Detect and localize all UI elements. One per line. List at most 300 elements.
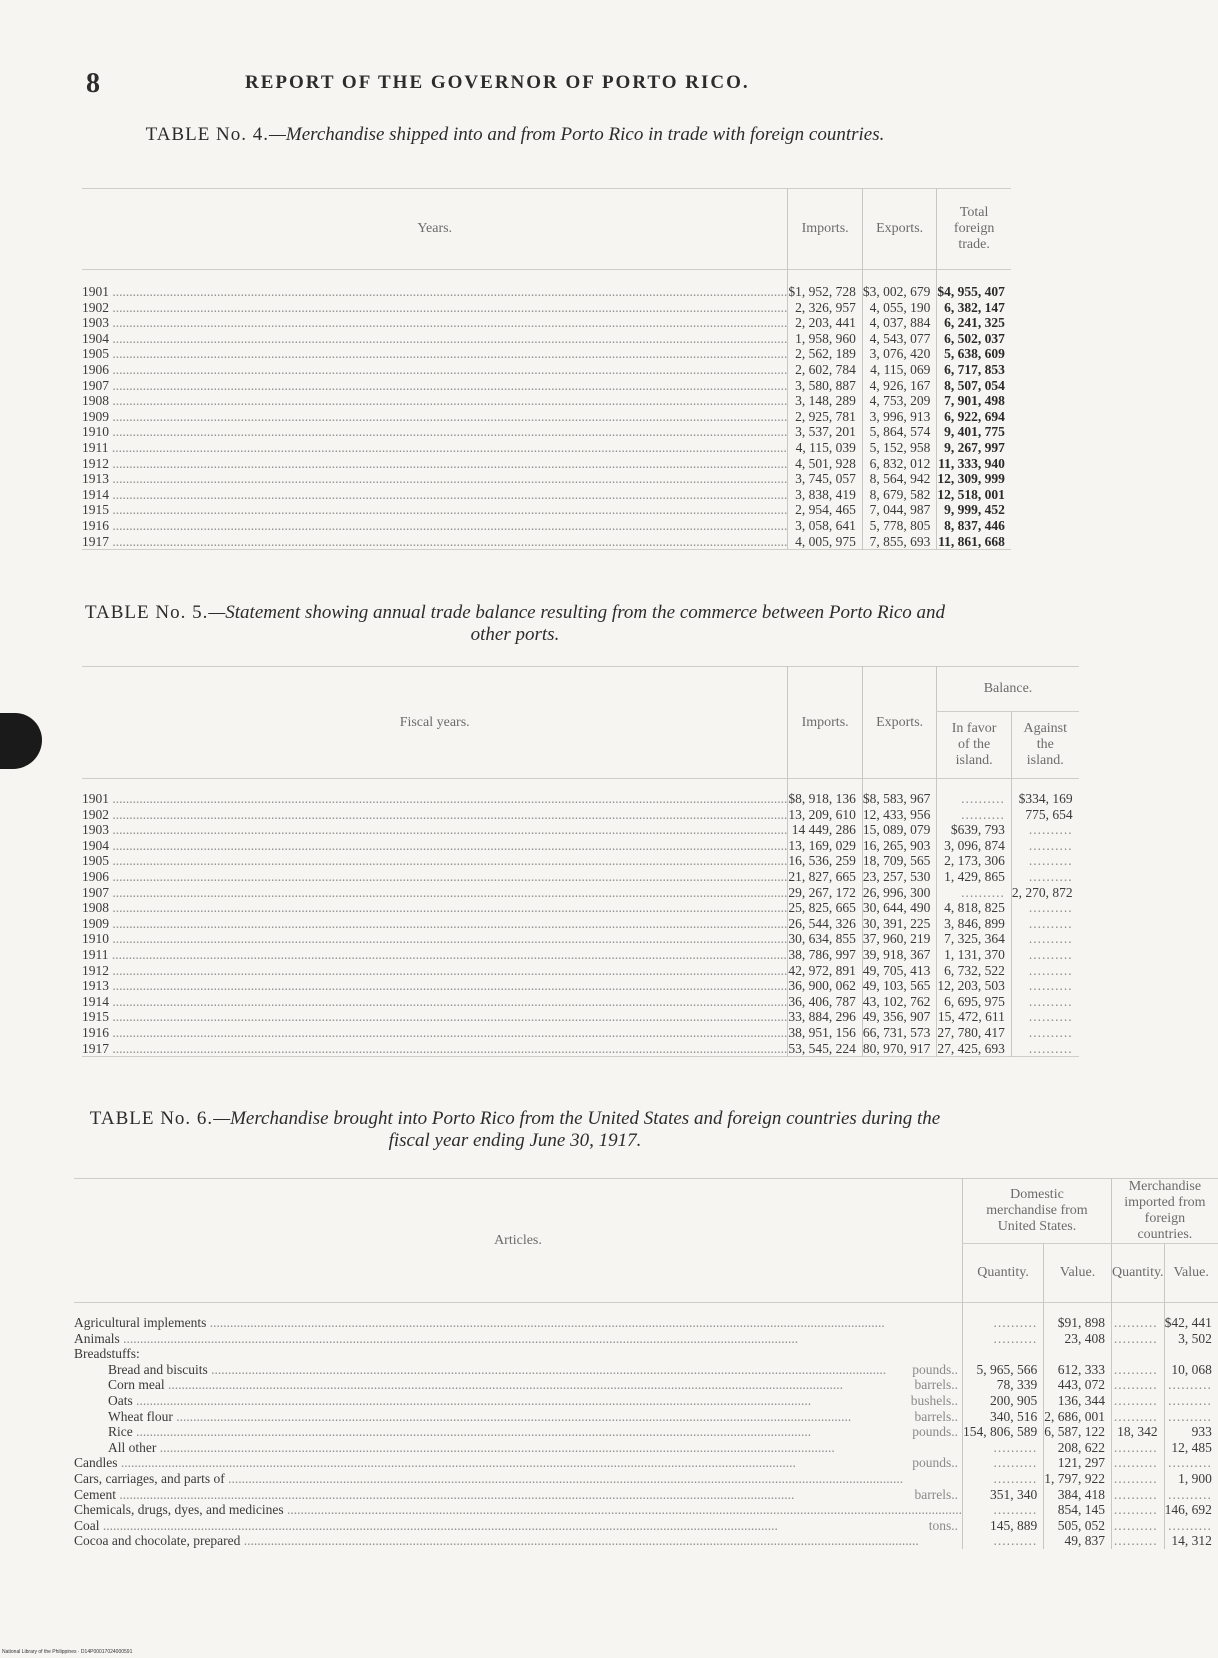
exports-cell: 3, 076, 420: [862, 346, 937, 362]
dq-cell: ..........: [962, 1471, 1043, 1487]
total-cell: 8, 507, 054: [937, 378, 1011, 394]
balance-favor-cell: 7, 325, 364: [937, 931, 1012, 947]
article-name: Rice .....: [108, 1424, 912, 1440]
year-cell: 1901 .....: [82, 791, 788, 807]
fq-cell: ..........: [1111, 1362, 1164, 1378]
article-unit: tons..: [928, 1517, 958, 1533]
year-cell: 1910 .....: [82, 424, 788, 440]
year-cell: 1905 .....: [82, 853, 788, 869]
table-row: [74, 1409, 1218, 1425]
article-cell: [74, 1440, 962, 1456]
table4-caption: [80, 124, 950, 146]
fv-cell: 10, 068: [1164, 1362, 1218, 1378]
article-unit: barrels..: [914, 1408, 958, 1424]
balance-against-cell: ..........: [1011, 963, 1078, 979]
year-cell: 1911 .....: [82, 440, 788, 456]
balance-against-cell: ..........: [1011, 1041, 1078, 1057]
table-row: [74, 1315, 1218, 1331]
table-row: [82, 1041, 1079, 1057]
total-cell: 6, 922, 694: [937, 409, 1011, 425]
imports-cell: 16, 536, 259: [788, 853, 863, 869]
table5-label: TABLE No. 5.: [84, 602, 209, 623]
table5-header-imports: Imports.: [788, 667, 863, 779]
imports-cell: 1, 958, 960: [788, 331, 863, 347]
article-name: Corn meal .....: [108, 1377, 914, 1393]
table-row: [74, 1471, 1218, 1487]
year-cell: 1902 .....: [82, 807, 788, 823]
table-row: [74, 1455, 1218, 1471]
table5-header-years: Fiscal years.: [399, 714, 470, 730]
total-cell: 8, 837, 446: [937, 518, 1011, 534]
table-row: [74, 1393, 1218, 1409]
imports-cell: 3, 745, 057: [788, 471, 863, 487]
year-cell: 1911 .....: [82, 947, 788, 963]
balance-against-cell: ..........: [1011, 822, 1078, 838]
year-cell: 1917 .....: [82, 1041, 788, 1057]
exports-cell: 39, 918, 367: [862, 947, 937, 963]
dq-cell: 340, 516: [962, 1409, 1043, 1425]
table-row: [82, 471, 1011, 487]
table-row: [82, 791, 1079, 807]
article-cell: [74, 1487, 962, 1503]
exports-cell: 18, 709, 565: [862, 853, 937, 869]
article-cell: [74, 1533, 962, 1549]
fv-cell: ..........: [1164, 1377, 1218, 1393]
total-cell: 6, 717, 853: [937, 362, 1011, 378]
fq-cell: ..........: [1111, 1471, 1164, 1487]
exports-cell: 12, 433, 956: [862, 807, 937, 823]
dv-cell: 136, 344: [1044, 1393, 1112, 1409]
dv-cell: 1, 797, 922: [1044, 1471, 1112, 1487]
balance-favor-cell: 15, 472, 611: [937, 1009, 1012, 1025]
fv-cell: 933: [1164, 1424, 1218, 1440]
table-row: [82, 869, 1079, 885]
balance-favor-cell: ..........: [937, 885, 1012, 901]
fq-cell: ..........: [1111, 1518, 1164, 1534]
exports-cell: 5, 152, 958: [862, 440, 937, 456]
fq-cell: ..........: [1111, 1331, 1164, 1347]
scan-edge-mark: [0, 713, 42, 769]
year-cell: 1916 .....: [82, 518, 788, 534]
balance-favor-cell: 12, 203, 503: [937, 978, 1012, 994]
year-cell: 1907 .....: [82, 885, 788, 901]
table-row: [82, 885, 1079, 901]
table5-header-against: Against the island.: [1011, 712, 1078, 779]
table6-title: —Merchandise brought into Porto Rico from the United States and foreign countries during the fiscal year ending June 30, 1917.: [213, 1108, 941, 1151]
total-cell: 12, 309, 999: [937, 471, 1011, 487]
fv-cell: ..........: [1164, 1487, 1218, 1503]
dv-cell: 384, 418: [1044, 1487, 1112, 1503]
table-row: [82, 807, 1079, 823]
article-name: Chemicals, drugs, dyes, and medicines .....: [74, 1502, 962, 1518]
article-name: Bread and biscuits .....: [108, 1362, 912, 1378]
fq-cell: ..........: [1111, 1377, 1164, 1393]
article-cell: [74, 1424, 962, 1440]
dq-cell: ..........: [962, 1455, 1043, 1471]
fv-cell: ..........: [1164, 1393, 1218, 1409]
table5-header-balance: Balance.: [937, 667, 1079, 712]
fv-cell: 146, 692: [1164, 1502, 1218, 1518]
article-unit: barrels..: [914, 1377, 958, 1393]
year-cell: 1914 .....: [82, 487, 788, 503]
dv-cell: 121, 297: [1044, 1455, 1112, 1471]
exports-cell: 4, 115, 069: [862, 362, 937, 378]
exports-cell: 66, 731, 573: [862, 1025, 937, 1041]
fv-cell: $42, 441: [1164, 1315, 1218, 1331]
fv-cell: ..........: [1164, 1455, 1218, 1471]
imports-cell: $1, 952, 728: [788, 284, 863, 300]
balance-against-cell: ..........: [1011, 853, 1078, 869]
imports-cell: $8, 918, 136: [788, 791, 863, 807]
fv-cell: 3, 502: [1164, 1331, 1218, 1347]
article-unit: barrels..: [914, 1486, 958, 1502]
article-cell: [74, 1346, 962, 1362]
article-cell: [74, 1393, 962, 1409]
year-cell: 1913 .....: [82, 471, 788, 487]
table-row: [74, 1518, 1218, 1534]
article-unit: bushels..: [910, 1392, 958, 1408]
fq-cell: 18, 342: [1111, 1424, 1164, 1440]
exports-cell: $8, 583, 967: [862, 791, 937, 807]
balance-against-cell: 2, 270, 872: [1011, 885, 1078, 901]
imports-cell: 38, 786, 997: [788, 947, 863, 963]
article-name: Agricultural implements .....: [74, 1315, 962, 1331]
exports-cell: 5, 778, 805: [862, 518, 937, 534]
dq-cell: ..........: [962, 1315, 1043, 1331]
balance-favor-cell: 4, 818, 825: [937, 900, 1012, 916]
article-unit: pounds..: [912, 1455, 958, 1471]
exports-cell: 5, 864, 574: [862, 424, 937, 440]
exports-cell: 43, 102, 762: [862, 994, 937, 1010]
article-name: All other .....: [108, 1440, 962, 1456]
total-cell: 9, 999, 452: [937, 502, 1011, 518]
balance-against-cell: $334, 169: [1011, 791, 1078, 807]
exports-cell: 49, 103, 565: [862, 978, 937, 994]
dq-cell: ..........: [962, 1440, 1043, 1456]
imports-cell: 21, 827, 665: [788, 869, 863, 885]
table4-title: —Merchandise shipped into and from Porto Rico in trade with foreign countries.: [269, 124, 885, 145]
table-row: [82, 424, 1011, 440]
table5: [82, 666, 1079, 1057]
table-row: [82, 362, 1011, 378]
dv-cell: 208, 622: [1044, 1440, 1112, 1456]
table4-label: TABLE No. 4.: [145, 124, 270, 145]
article-cell: [74, 1471, 962, 1487]
imports-cell: 3, 838, 419: [788, 487, 863, 503]
article-cell: [74, 1362, 962, 1378]
dv-cell: 2, 686, 001: [1044, 1409, 1112, 1425]
dq-cell: 351, 340: [962, 1487, 1043, 1503]
imports-cell: 53, 545, 224: [788, 1041, 863, 1057]
table6-header-value: Value.: [1044, 1244, 1112, 1303]
dq-cell: ..........: [962, 1502, 1043, 1518]
dv-cell: 23, 408: [1044, 1331, 1112, 1347]
table-row: [82, 838, 1079, 854]
balance-favor-cell: 27, 425, 693: [937, 1041, 1012, 1057]
year-cell: 1909 .....: [82, 916, 788, 932]
table-row: [74, 1346, 1218, 1362]
fv-cell: ..........: [1164, 1518, 1218, 1534]
exports-cell: 4, 753, 209: [862, 393, 937, 409]
table-row: [82, 518, 1011, 534]
table-row: [82, 853, 1079, 869]
year-cell: 1912 .....: [82, 456, 788, 472]
table-row: [82, 963, 1079, 979]
imports-cell: 2, 925, 781: [788, 409, 863, 425]
fq-cell: ..........: [1111, 1455, 1164, 1471]
table-row: [82, 978, 1079, 994]
total-cell: 11, 861, 668: [937, 534, 1011, 550]
table-row: [82, 931, 1079, 947]
table4-header-exports: Exports.: [862, 189, 937, 270]
running-head: REPORT OF THE GOVERNOR OF PORTO RICO.: [245, 72, 750, 93]
balance-favor-cell: 2, 173, 306: [937, 853, 1012, 869]
fv-cell: 14, 312: [1164, 1533, 1218, 1549]
exports-cell: 6, 832, 012: [862, 456, 937, 472]
table-row: [82, 440, 1011, 456]
dv-cell: 854, 145: [1044, 1502, 1112, 1518]
dv-cell: 49, 837: [1044, 1533, 1112, 1549]
table-row: [74, 1440, 1218, 1456]
year-cell: 1913 .....: [82, 978, 788, 994]
imports-cell: 2, 562, 189: [788, 346, 863, 362]
article-unit: pounds..: [912, 1361, 958, 1377]
exports-cell: 8, 564, 942: [862, 471, 937, 487]
exports-cell: 37, 960, 219: [862, 931, 937, 947]
balance-favor-cell: $639, 793: [937, 822, 1012, 838]
dq-cell: [962, 1346, 1043, 1362]
table-row: [82, 300, 1011, 316]
exports-cell: 23, 257, 530: [862, 869, 937, 885]
table5-header-exports: Exports.: [862, 667, 937, 779]
table6-header-value-foreign: Value.: [1164, 1244, 1218, 1303]
exports-cell: 8, 679, 582: [862, 487, 937, 503]
exports-cell: 80, 970, 917: [862, 1041, 937, 1057]
dv-cell: 505, 052: [1044, 1518, 1112, 1534]
imports-cell: 3, 580, 887: [788, 378, 863, 394]
page-number: 8: [86, 68, 100, 99]
imports-cell: 3, 058, 641: [788, 518, 863, 534]
exports-cell: 4, 037, 884: [862, 315, 937, 331]
year-cell: 1904 .....: [82, 838, 788, 854]
year-cell: 1906 .....: [82, 362, 788, 378]
total-cell: 6, 241, 325: [937, 315, 1011, 331]
article-unit: pounds..: [912, 1424, 958, 1440]
exports-cell: $3, 002, 679: [862, 284, 937, 300]
total-cell: 11, 333, 940: [937, 456, 1011, 472]
table-row: [82, 1025, 1079, 1041]
exports-cell: 3, 996, 913: [862, 409, 937, 425]
fq-cell: ..........: [1111, 1440, 1164, 1456]
table-row: [82, 456, 1011, 472]
total-cell: 9, 267, 997: [937, 440, 1011, 456]
table-row: [74, 1362, 1218, 1378]
balance-favor-cell: 27, 780, 417: [937, 1025, 1012, 1041]
table-row: [82, 900, 1079, 916]
exports-cell: 49, 705, 413: [862, 963, 937, 979]
imports-cell: 13, 209, 610: [788, 807, 863, 823]
year-cell: 1910 .....: [82, 931, 788, 947]
imports-cell: 26, 544, 326: [788, 916, 863, 932]
dq-cell: ..........: [962, 1533, 1043, 1549]
imports-cell: 36, 406, 787: [788, 994, 863, 1010]
balance-against-cell: ..........: [1011, 916, 1078, 932]
balance-favor-cell: 1, 429, 865: [937, 869, 1012, 885]
table4-header-total: Total foreign trade.: [937, 189, 1011, 270]
exports-cell: 4, 926, 167: [862, 378, 937, 394]
table-row: [82, 378, 1011, 394]
imports-cell: 42, 972, 891: [788, 963, 863, 979]
year-cell: 1902 .....: [82, 300, 788, 316]
article-cell: [74, 1518, 962, 1534]
article-cell: [74, 1315, 962, 1331]
table-row: [74, 1487, 1218, 1503]
exports-cell: 49, 356, 907: [862, 1009, 937, 1025]
table6-header-quantity-foreign: Quantity.: [1111, 1244, 1164, 1303]
table-row: [82, 502, 1011, 518]
table-row: [82, 534, 1011, 550]
balance-favor-cell: 6, 695, 975: [937, 994, 1012, 1010]
fq-cell: ..........: [1111, 1315, 1164, 1331]
dv-cell: 443, 072: [1044, 1377, 1112, 1393]
year-cell: 1917 .....: [82, 534, 788, 550]
article-name: Cocoa and chocolate, prepared .....: [74, 1533, 962, 1549]
article-cell: [74, 1502, 962, 1518]
table6: [74, 1178, 1218, 1549]
year-cell: 1909 .....: [82, 409, 788, 425]
year-cell: 1906 .....: [82, 869, 788, 885]
fv-cell: ..........: [1164, 1409, 1218, 1425]
year-cell: 1903 .....: [82, 315, 788, 331]
dq-cell: 200, 905: [962, 1393, 1043, 1409]
fq-cell: [1111, 1346, 1164, 1362]
table-row: [74, 1533, 1218, 1549]
total-cell: $4, 955, 407: [937, 284, 1011, 300]
imports-cell: 4, 501, 928: [788, 456, 863, 472]
balance-against-cell: 775, 654: [1011, 807, 1078, 823]
article-name: Coal .....: [74, 1518, 929, 1534]
imports-cell: 14 449, 286: [788, 822, 863, 838]
total-cell: 6, 502, 037: [937, 331, 1011, 347]
table6-label: TABLE No. 6.: [89, 1108, 214, 1129]
table-row: [82, 994, 1079, 1010]
table-row: [82, 409, 1011, 425]
year-cell: 1901 .....: [82, 284, 788, 300]
balance-favor-cell: ..........: [937, 791, 1012, 807]
balance-against-cell: ..........: [1011, 994, 1078, 1010]
fv-cell: [1164, 1346, 1218, 1362]
dv-cell: [1044, 1346, 1112, 1362]
dq-cell: 145, 889: [962, 1518, 1043, 1534]
year-cell: 1903 .....: [82, 822, 788, 838]
table6-header-domestic: Domestic merchandise from United States.: [962, 1179, 1111, 1244]
balance-against-cell: ..........: [1011, 1025, 1078, 1041]
dq-cell: ..........: [962, 1331, 1043, 1347]
year-cell: 1915 .....: [82, 1009, 788, 1025]
total-cell: 9, 401, 775: [937, 424, 1011, 440]
table5-caption: [80, 602, 950, 646]
imports-cell: 2, 954, 465: [788, 502, 863, 518]
table6-header-quantity: Quantity.: [962, 1244, 1043, 1303]
article-name: Candles .....: [74, 1455, 912, 1471]
imports-cell: 13, 169, 029: [788, 838, 863, 854]
exports-cell: 15, 089, 079: [862, 822, 937, 838]
balance-against-cell: ..........: [1011, 900, 1078, 916]
imports-cell: 2, 326, 957: [788, 300, 863, 316]
imports-cell: 3, 537, 201: [788, 424, 863, 440]
exports-cell: 16, 265, 903: [862, 838, 937, 854]
balance-against-cell: ..........: [1011, 1009, 1078, 1025]
year-cell: 1916 .....: [82, 1025, 788, 1041]
dq-cell: 154, 806, 589: [962, 1424, 1043, 1440]
table-row: [82, 1009, 1079, 1025]
table-row: [82, 822, 1079, 838]
balance-favor-cell: 3, 096, 874: [937, 838, 1012, 854]
table-row: [74, 1331, 1218, 1347]
imports-cell: 25, 825, 665: [788, 900, 863, 916]
year-cell: 1915 .....: [82, 502, 788, 518]
year-cell: 1908 .....: [82, 900, 788, 916]
exports-cell: 4, 543, 077: [862, 331, 937, 347]
total-cell: 5, 638, 609: [937, 346, 1011, 362]
dv-cell: 6, 587, 122: [1044, 1424, 1112, 1440]
year-cell: 1914 .....: [82, 994, 788, 1010]
dv-cell: 612, 333: [1044, 1362, 1112, 1378]
dv-cell: $91, 898: [1044, 1315, 1112, 1331]
imports-cell: 38, 951, 156: [788, 1025, 863, 1041]
total-cell: 7, 901, 498: [937, 393, 1011, 409]
imports-cell: 30, 634, 855: [788, 931, 863, 947]
balance-favor-cell: 6, 732, 522: [937, 963, 1012, 979]
fq-cell: ..........: [1111, 1502, 1164, 1518]
exports-cell: 7, 855, 693: [862, 534, 937, 550]
article-name: Cars, carriages, and parts of .....: [74, 1471, 962, 1487]
total-cell: 12, 518, 001: [937, 487, 1011, 503]
article-name: Cement .....: [74, 1487, 914, 1503]
fq-cell: ..........: [1111, 1533, 1164, 1549]
table-row: [82, 487, 1011, 503]
fv-cell: 1, 900: [1164, 1471, 1218, 1487]
balance-favor-cell: ..........: [937, 807, 1012, 823]
article-name: Breadstuffs:: [74, 1346, 140, 1362]
imports-cell: 2, 203, 441: [788, 315, 863, 331]
article-cell: [74, 1331, 962, 1347]
dq-cell: 5, 965, 566: [962, 1362, 1043, 1378]
exports-cell: 30, 391, 225: [862, 916, 937, 932]
table-row: [82, 947, 1079, 963]
balance-against-cell: ..........: [1011, 947, 1078, 963]
fq-cell: ..........: [1111, 1393, 1164, 1409]
balance-favor-cell: 3, 846, 899: [937, 916, 1012, 932]
exports-cell: 30, 644, 490: [862, 900, 937, 916]
year-cell: 1912 .....: [82, 963, 788, 979]
table4-header-years: Years.: [417, 221, 453, 236]
imports-cell: 36, 900, 062: [788, 978, 863, 994]
balance-against-cell: ..........: [1011, 838, 1078, 854]
table-row: [82, 284, 1011, 300]
table-row: [82, 315, 1011, 331]
balance-favor-cell: 1, 131, 370: [937, 947, 1012, 963]
year-cell: 1907 .....: [82, 378, 788, 394]
table-row: [74, 1377, 1218, 1393]
article-name: Oats .....: [108, 1393, 911, 1409]
fq-cell: ..........: [1111, 1409, 1164, 1425]
table4-header-imports: Imports.: [788, 189, 863, 270]
article-cell: [74, 1455, 962, 1471]
table-row: [82, 346, 1011, 362]
balance-against-cell: ..........: [1011, 931, 1078, 947]
table5-title: —Statement showing annual trade balance resulting from the commerce between Porto Rico and other ports.: [208, 602, 946, 645]
